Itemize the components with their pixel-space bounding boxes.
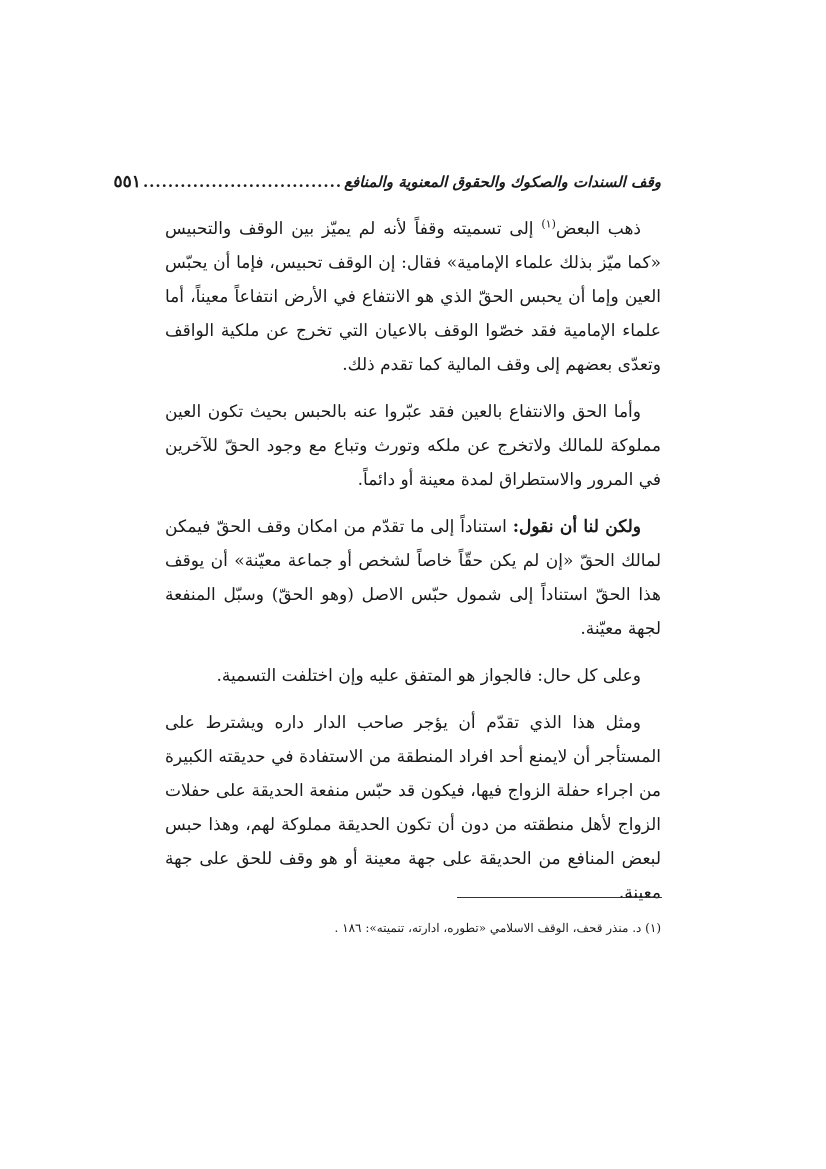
paragraph-1-start: ذهب البعض: [555, 219, 641, 239]
footnote: (١) د. منذر قحف، الوقف الاسلامي «تطوره، ادارته، تنميته»: ١٨٦ .: [334, 921, 661, 935]
paragraph-2: وأما الحق والانتفاع بالعين فقد عبّروا عنه بالحبس بحيث تكون العين مملوكة للمالك ولاتخرج عن ملكه وتورث وتباع مع وجود الحقّ للآخرين في المرور والاستطراق لمدة معينة أو دائماً.: [165, 402, 661, 490]
paragraph-1: [165, 212, 661, 382]
page-number: ٥٥١: [113, 172, 141, 192]
paragraph-3-rest: استناداً إلى ما تقدّم من امكان وقف الحقّ فيمكن لمالك الحقّ «إن لم يكن حقّاً خاصاً لشخص أو جماعة معيّنة» أن يوقف هذا الحقّ استناداً إلى شمول حبّس الاصل (وهو الحقّ) وسبّل المنفعة لجهة معيّنة.: [165, 517, 661, 639]
running-title: وقف السندات والصكوك والحقوق المعنوية والمنافع: [344, 173, 661, 191]
page-header: [113, 172, 661, 200]
leader-dots: ................................: [142, 173, 343, 191]
footnote-divider: [457, 897, 662, 898]
paragraph-3-bold-lead: ولكن لنا أن نقول:: [512, 517, 641, 537]
paragraph-3: [165, 510, 661, 646]
body-text: [165, 212, 661, 923]
paragraph-1-rest: إلى تسميته وقفاً لأنه لم يميّز بين الوقف والتحبيس «كما ميّز بذلك علماء الإمامية» فقال: إن الوقف تحبيس، فإما أن يحبّس العين وإما أن يحبس الحقّ الذي هو الانتفاع في الأرض انتفاعاً معيناً، أما علماء الإمامية فقد خصّوا الوقف بالاعيان التي تخرج عن ملكية الواقف وتعدّى بعضهم إلى وقف المالية كما تقدم ذلك.: [165, 219, 661, 375]
footnote-reference: (١): [541, 217, 556, 231]
paragraph-4: وعلى كل حال: فالجواز هو المتفق عليه وإن اختلفت التسمية.: [216, 666, 641, 686]
paragraph-5: ومثل هذا الذي تقدّم أن يؤجر صاحب الدار داره ويشترط على المستأجر أن لايمنع أحد افراد المنطقة من الاستفادة في حديقته الكبيرة من اجراء حفلة الزواج فيها، فيكون قد حبّس منفعة الحديقة على حفلات الزواج لأهل منطقته من دون أن تكون الحديقة مملوكة لهم، وهذا حبس لبعض المنافع من الحديقة على جهة معينة أو هو وقف للحق على جهة معينة.: [165, 713, 661, 903]
